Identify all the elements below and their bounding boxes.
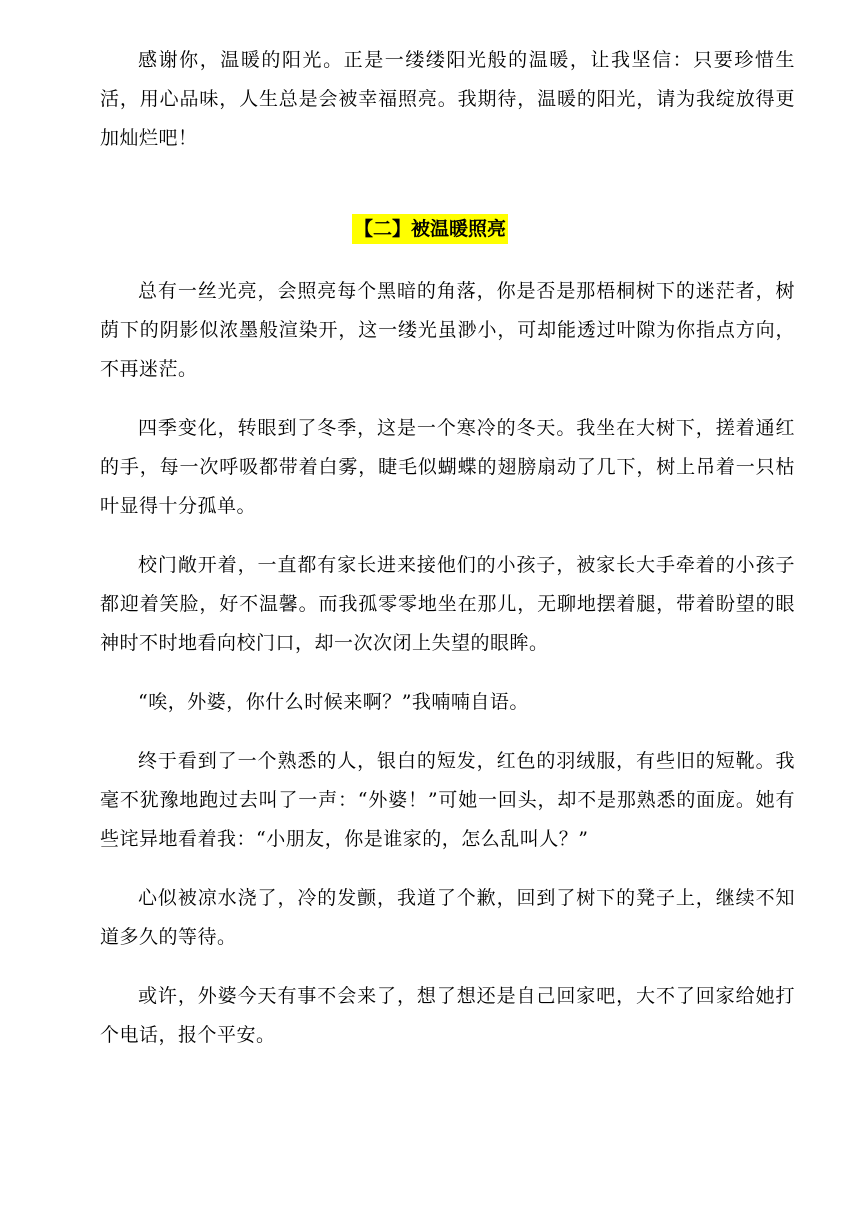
section-title-wrap xyxy=(0,214,860,244)
body-paragraph: “唉，外婆，你什么时候来啊？”我喃喃自语。 xyxy=(138,691,529,713)
body-section xyxy=(100,272,795,1055)
body-paragraph: 四季变化，转眼到了冬季，这是一个寒冷的冬天。我坐在大树下，搓着通红的手，每一次呼吸都带着白雾，睫毛似蝴蝶的翅膀扇动了几下，树上吊着一只枯叶显得十分孤单。 xyxy=(100,417,795,517)
intro-paragraph: 感谢你，温暖的阳光。正是一缕缕阳光般的温暖，让我坚信：只要珍惜生活，用心品味，人生总是会被幸福照亮。我期待，温暖的阳光，请为我绽放得更加灿烂吧！ xyxy=(100,49,795,149)
body-paragraph: 终于看到了一个熟悉的人，银白的短发，红色的羽绒服，有些旧的短靴。我毫不犹豫地跑过去叫了一声：“外婆！”可她一回头，却不是那熟悉的面庞。她有些诧异地看着我：“小朋友，你是谁家的，怎么乱叫人？” xyxy=(100,750,795,850)
intro-section xyxy=(100,41,795,158)
body-paragraph: 校门敞开着，一直都有家长进来接他们的小孩子，被家长大手牵着的小孩子都迎着笑脸，好不温馨。而我孤零零地坐在那儿，无聊地摆着腿，带着盼望的眼神时不时地看向校门口，却一次次闭上失望的眼眸。 xyxy=(100,554,795,654)
section-title: 【二】被温暖照亮 xyxy=(352,214,508,244)
body-paragraph: 心似被凉水浇了，冷的发颤，我道了个歉，回到了树下的凳子上，继续不知道多久的等待。 xyxy=(100,887,795,948)
body-paragraph: 或许，外婆今天有事不会来了，想了想还是自己回家吧，大不了回家给她打个电话，报个平安。 xyxy=(100,985,795,1046)
body-paragraph: 总有一丝光亮，会照亮每个黑暗的角落，你是否是那梧桐树下的迷茫者，树荫下的阴影似浓墨般渲染开，这一缕光虽渺小，可却能透过叶隙为你指点方向，不再迷茫。 xyxy=(100,280,795,380)
